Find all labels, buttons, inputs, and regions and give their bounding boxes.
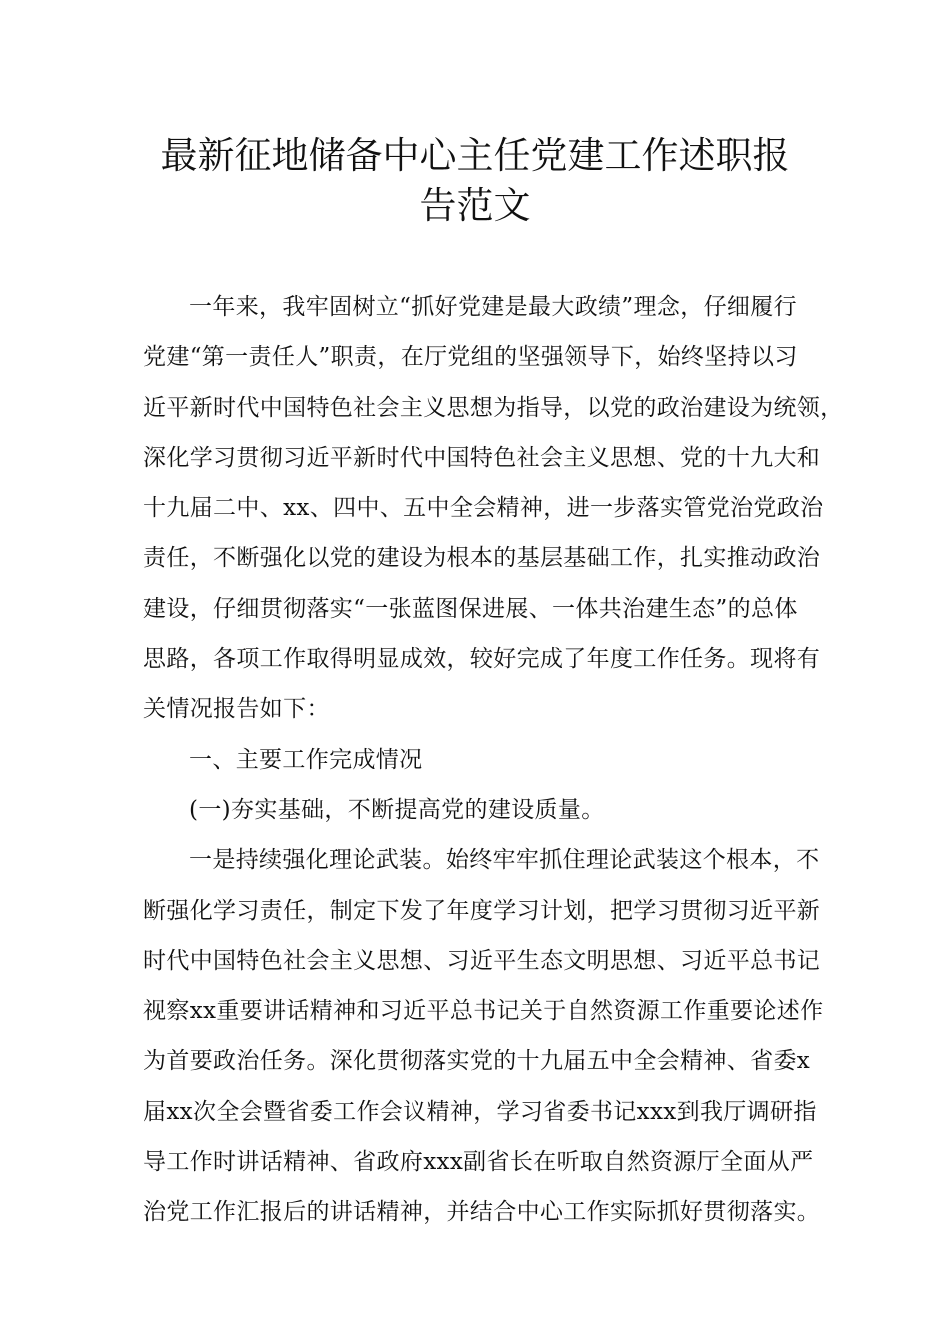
paragraph-intro-line-1: 一年来，我牢固树立“抓好党建是最大政绩”理念，仔细履行 bbox=[189, 294, 797, 320]
paragraph-theory-line-1: 一是持续强化理论武装。始终牢牢抓住理论武装这个根本，不 bbox=[189, 847, 820, 874]
paragraph-theory-line-6: 届xx次全会暨省委工作会议精神，学习省委书记xxx到我厅调研指 bbox=[143, 1098, 817, 1125]
paragraph-intro-line-9: 关情况报告如下： bbox=[143, 696, 330, 723]
paragraph-theory-line-2: 断强化学习责任，制定下发了年度学习计划，把学习贯彻习近平新 bbox=[143, 897, 821, 924]
paragraph-intro-line-4: 深化学习贯彻习近平新时代中国特色社会主义思想、党的十九大和 bbox=[143, 444, 821, 471]
document-title-line-2: 告范文 bbox=[419, 184, 531, 227]
paragraph-theory-line-5: 为首要政治任务。深化贯彻落实党的十九届五中全会精神、省委x bbox=[143, 1048, 811, 1075]
paragraph-theory-line-3: 时代中国特色社会主义思想、习近平生态文明思想、习近平总书记 bbox=[143, 947, 821, 974]
paragraph-intro-line-7: 建设，仔细贯彻落实“一张蓝图保进展、一体共治建生态”的总体 bbox=[143, 595, 798, 622]
section-heading: 一、主要工作完成情况 bbox=[189, 746, 423, 773]
paragraph-intro-line-8: 思路，各项工作取得明显成效，较好完成了年度工作任务。现将有 bbox=[143, 646, 821, 673]
paragraph-theory-line-8: 治党工作汇报后的讲话精神，并结合中心工作实际抓好贯彻落实。 bbox=[143, 1199, 821, 1226]
paragraph-theory-line-7: 导工作时讲话精神、省政府xxx副省长在听取自然资源厅全面从严 bbox=[143, 1149, 814, 1176]
subsection-heading: (一)夯实基础，不断提高党的建设质量。 bbox=[189, 796, 605, 823]
paragraph-intro-line-6: 责任，不断强化以党的建设为根本的基层基础工作，扎实推动政治 bbox=[143, 545, 821, 572]
document-body bbox=[143, 282, 844, 1238]
paragraph-intro-line-3: 近平新时代中国特色社会主义思想为指导，以党的政治建设为统领， bbox=[143, 394, 844, 421]
document-title-line-1: 最新征地储备中心主任党建工作述职报 bbox=[160, 134, 790, 177]
paragraph-intro-line-2: 党建“第一责任人”职责，在厅党组的坚强领导下，始终坚持以习 bbox=[143, 344, 798, 371]
paragraph-theory-line-4: 视察xx重要讲话精神和习近平总书记关于自然资源工作重要论述作 bbox=[143, 998, 824, 1025]
paragraph-intro-line-5: 十九届二中、xx、四中、五中全会精神，进一步落实管党治党政治 bbox=[143, 495, 824, 522]
